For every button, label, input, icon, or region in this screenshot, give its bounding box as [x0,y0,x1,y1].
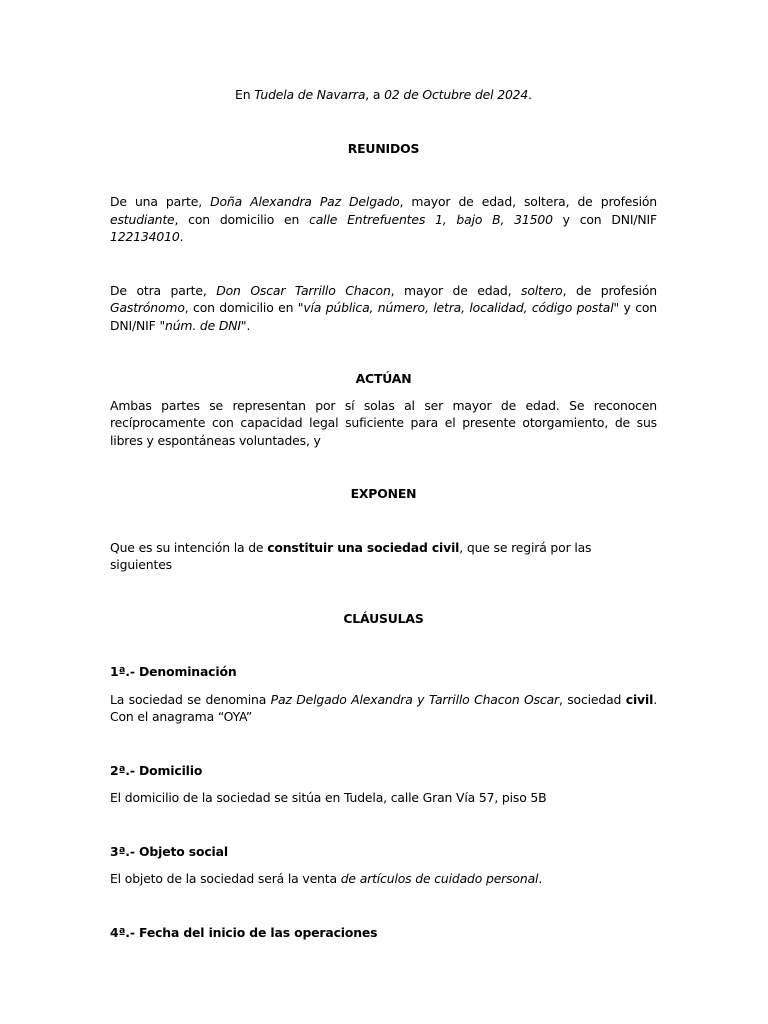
heading-reunidos: REUNIDOS [347,140,420,156]
clause-2-title: 2ª.- Domicilio [110,762,203,778]
party-1-profession: estudiante [110,211,175,227]
date-prefix: En [235,87,255,102]
text-segment: De otra parte, [110,282,217,298]
social-object: de artículos de cuidado personal [340,871,539,886]
paragraph-parte-1 [110,193,657,246]
document-date: 02 de Octubre del 2024 [384,87,529,102]
date-suffix: . [528,87,532,102]
clause-1-title: 1ª.- Denominación [110,664,237,679]
clause-4-title: 4ª.- Fecha del inicio de las operaciones [110,924,378,940]
paragraph-parte-2 [110,282,657,335]
text-segment: . Con el anagrama “OYA” [110,691,657,724]
text-segment: , mayor de edad, [390,282,522,298]
party-2-address: "vía pública, número, letra, localidad, código postal" [297,300,620,315]
text-segment: , de profesión [562,282,657,298]
clause-2-body: El domicilio de la sociedad se sitúa en Tudela, calle Gran Vía 57, piso 5B [110,790,547,805]
date-line [110,86,657,104]
clause-3-title: 3ª.- Objeto social [110,843,228,859]
paragraph-exponen [110,539,657,574]
text-segment: Que es su intención la de [110,539,268,555]
text-segment: , con domicilio en [184,300,298,315]
heading-clausulas: CLÁUSULAS [343,610,424,626]
company-name: Paz Delgado Alexandra y Tarrillo Chacon Oscar [270,691,559,707]
text-segment: . [246,317,251,333]
document-page [110,86,657,941]
party-2-civil-status: soltero [521,282,563,298]
text-segment: , sociedad [558,691,626,707]
party-2-profession: Gastrónomo [110,300,185,315]
party-2-dni: "núm. de DNI" [159,317,247,333]
text-segment: , mayor de edad, soltera, de profesión [399,194,658,209]
text-segment: , con domicilio en [174,211,310,227]
text-segment: , que se regirá por las siguientes [110,539,592,572]
text-segment: y con DNI/NIF [110,300,657,333]
party-2-name: Don Oscar Tarrillo Chacon [216,282,391,298]
heading-actuan: ACTÚAN [355,371,412,386]
heading-exponen: EXPONEN [350,486,417,501]
clause-3-body [110,870,657,888]
text-segment: . [538,871,543,886]
text-segment: El objeto de la sociedad será la venta [110,871,341,886]
party-1-name: Doña Alexandra Paz Delgado [210,194,400,209]
paragraph-actuan: Ambas partes se representan por sí solas al ser mayor de edad. Se reconocen recíprocamente con capacidad legal suficiente para el presente otorgamiento, de sus libres y espontáneas voluntades, y [110,397,657,448]
text-segment: y con DNI/NIF [552,211,658,227]
place-name: Tudela de Navarra [254,87,366,102]
company-type: civil [625,691,654,707]
date-connector: , a [365,87,385,102]
party-1-dni: 122134010 [110,229,180,244]
text-segment: . [179,229,184,244]
party-1-address: calle Entrefuentes 1, bajo B, 31500 [309,211,553,227]
text-segment: De una parte, [110,194,211,209]
exponen-emphasis: constituir una sociedad civil [267,539,460,555]
clause-1-body [110,691,657,726]
text-segment: La sociedad se denomina [110,691,271,707]
